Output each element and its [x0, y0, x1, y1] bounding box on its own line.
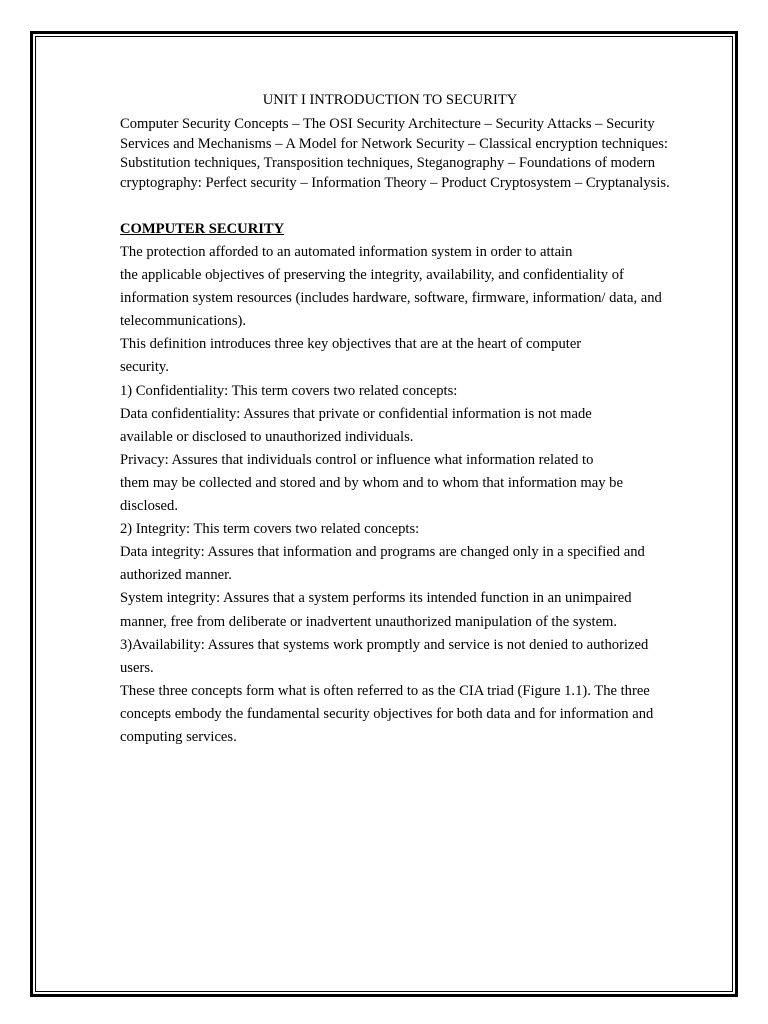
body-line: them may be collected and stored and by whom and to whom that information may be — [120, 474, 623, 491]
body-line: This definition introduces three key objectives that are at the heart of computer — [120, 336, 582, 353]
body-line: security. — [120, 359, 169, 376]
body-line: disclosed. — [120, 498, 178, 515]
body-line: users. — [120, 659, 154, 676]
section-heading: COMPUTER SECURITY — [120, 221, 285, 237]
body-line: Privacy: Assures that individuals control or influence what information related to — [120, 451, 594, 468]
syllabus-line: Substitution techniques, Transposition techniques, Steganography – Foundations of modern — [120, 155, 656, 171]
body-line: telecommunications). — [120, 313, 247, 330]
body-line: the applicable objectives of preserving the integrity, availability, and confidentiality of — [120, 267, 624, 284]
syllabus-line: Computer Security Concepts – The OSI Security Architecture – Security Attacks – Security — [120, 116, 655, 132]
body-line: available or disclosed to unauthorized individuals. — [120, 428, 414, 445]
body-line: System integrity: Assures that a system performs its intended function in an unimpaired — [120, 590, 632, 607]
syllabus-line: cryptography: Perfect security – Information Theory – Product Cryptosystem – Cryptanalysis. — [120, 174, 670, 191]
body-line: 3)Availability: Assures that systems work promptly and service is not denied to authorized — [120, 636, 649, 653]
body-line: information system resources (includes hardware, software, firmware, information/ data, and — [120, 290, 662, 307]
unit-title: UNIT I INTRODUCTION TO SECURITY — [262, 92, 518, 108]
body-line: computing services. — [120, 728, 237, 745]
body-line: Data confidentiality: Assures that private or confidential information is not made — [120, 405, 592, 422]
body-line: Data integrity: Assures that information and programs are changed only in a specified and — [120, 544, 645, 561]
syllabus-line: Services and Mechanisms – A Model for Network Security – Classical encryption techniques: — [120, 135, 668, 152]
body-line: concepts embody the fundamental security objectives for both data and for information and — [120, 705, 654, 722]
body-text — [120, 241, 690, 749]
body-line: The protection afforded to an automated information system in order to attain — [120, 244, 573, 260]
body-line: These three concepts form what is often referred to as the CIA triad (Figure 1.1). The three — [120, 682, 650, 699]
body-line: 2) Integrity: This term covers two related concepts: — [120, 521, 420, 538]
syllabus-paragraph — [120, 115, 685, 193]
body-line: manner, free from deliberate or inadvertent unauthorized manipulation of the system. — [120, 613, 618, 630]
body-line: authorized manner. — [120, 567, 232, 584]
body-line: 1) Confidentiality: This term covers two related concepts: — [120, 382, 458, 399]
